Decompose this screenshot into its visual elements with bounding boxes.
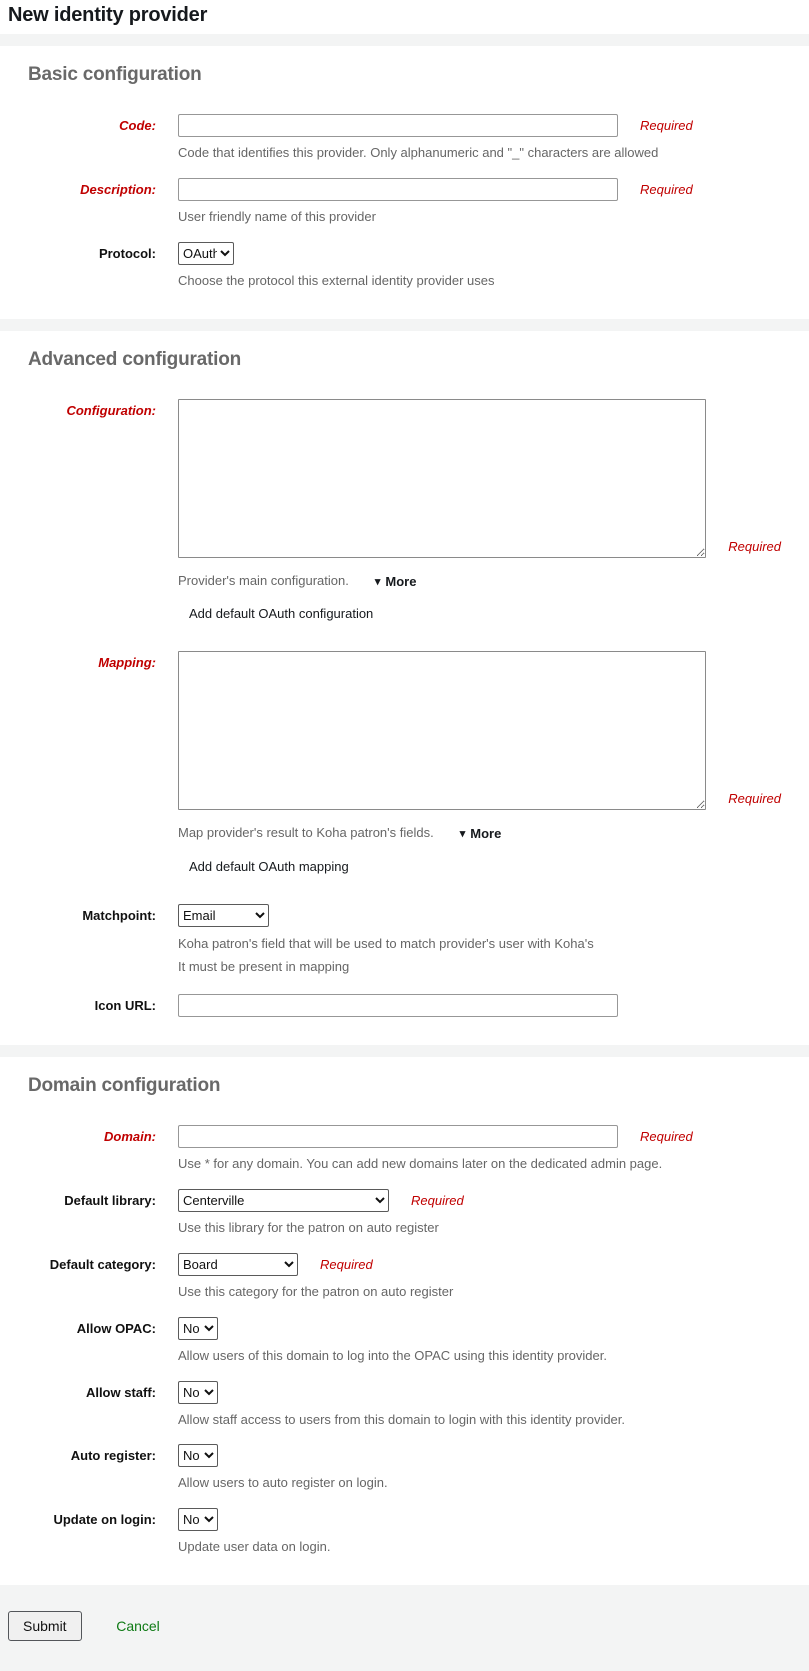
allow-opac-field — [178, 1317, 781, 1366]
matchpoint-row — [28, 904, 781, 976]
code-input[interactable] — [178, 114, 618, 137]
advanced-configuration-legend: Advanced configuration — [28, 348, 242, 370]
cancel-link[interactable]: Cancel — [116, 1618, 160, 1635]
allow-staff-select[interactable] — [178, 1381, 218, 1404]
default-library-select[interactable] — [178, 1189, 389, 1212]
configuration-more-link[interactable] — [375, 574, 417, 589]
matchpoint-select[interactable] — [178, 904, 269, 927]
allow-staff-row — [28, 1381, 781, 1430]
matchpoint-field — [178, 904, 781, 976]
default-library-row — [28, 1189, 781, 1238]
submit-button[interactable]: Submit — [8, 1611, 82, 1641]
protocol-label: Protocol: — [98, 245, 156, 261]
default-library-field — [178, 1189, 781, 1238]
default-library-label: Default library: — [64, 1193, 156, 1209]
section-advanced-configuration — [0, 331, 809, 1046]
auto-register-row — [28, 1444, 781, 1493]
mapping-more-link[interactable] — [460, 826, 502, 841]
allow-opac-select[interactable] — [178, 1317, 218, 1340]
configuration-required-note: Required — [728, 538, 781, 554]
domain-input[interactable] — [178, 1125, 618, 1148]
configuration-more-label: More — [385, 573, 417, 589]
protocol-hint: Choose the protocol this external identity provider uses — [178, 272, 495, 288]
auto-register-select[interactable] — [178, 1444, 218, 1467]
caret-down-icon: ▾ — [374, 575, 381, 588]
allow-opac-hint: Allow users of this domain to log into the OPAC using this identity provider. — [178, 1347, 607, 1363]
description-hint: User friendly name of this provider — [178, 208, 376, 224]
update-on-login-select[interactable] — [178, 1508, 218, 1531]
mapping-required-note: Required — [728, 791, 781, 807]
default-category-field — [178, 1253, 781, 1302]
configuration-field — [178, 399, 781, 630]
protocol-row — [28, 242, 781, 291]
description-required-note: Required — [640, 181, 693, 197]
icon-url-label: Icon URL: — [94, 998, 156, 1014]
icon-url-field — [178, 994, 781, 1017]
default-library-required-note: Required — [411, 1193, 464, 1209]
add-default-oauth-configuration-button[interactable]: Add default OAuth configuration — [189, 606, 374, 622]
form-actions — [0, 1597, 809, 1671]
default-category-required-note: Required — [320, 1256, 373, 1272]
mapping-hint: Map provider's result to Koha patron's fields. — [178, 825, 434, 841]
default-library-hint: Use this library for the patron on auto register — [178, 1220, 439, 1236]
section-domain-configuration — [0, 1057, 809, 1585]
domain-field — [178, 1125, 781, 1174]
default-category-hint: Use this category for the patron on auto register — [178, 1283, 454, 1299]
update-on-login-field — [178, 1508, 781, 1557]
auto-register-field — [178, 1444, 781, 1493]
domain-required-note: Required — [640, 1129, 693, 1145]
domain-row — [28, 1125, 781, 1174]
domain-hint: Use * for any domain. You can add new domains later on the dedicated admin page. — [178, 1156, 663, 1172]
update-on-login-hint: Update user data on login. — [178, 1539, 331, 1555]
configuration-hint: Provider's main configuration. — [178, 572, 349, 588]
allow-staff-label: Allow staff: — [85, 1384, 156, 1400]
page-header — [0, 0, 809, 34]
caret-down-icon: ▾ — [459, 828, 466, 841]
code-row — [28, 114, 781, 163]
mapping-textarea[interactable] — [178, 651, 706, 810]
allow-staff-hint: Allow staff access to users from this domain to login with this identity provider. — [178, 1411, 626, 1427]
domain-label: Domain: — [104, 1129, 156, 1145]
update-on-login-row — [28, 1508, 781, 1557]
mapping-label: Mapping: — [98, 655, 156, 671]
matchpoint-hint-2: It must be present in mapping — [178, 958, 350, 974]
add-default-oauth-mapping-button[interactable]: Add default OAuth mapping — [189, 859, 349, 875]
protocol-select[interactable] — [178, 242, 234, 265]
page-title: New identity provider — [8, 4, 208, 26]
section-basic-configuration — [0, 46, 809, 319]
domain-configuration-legend: Domain configuration — [28, 1075, 221, 1097]
code-required-note: Required — [640, 118, 693, 133]
description-field — [178, 178, 781, 227]
configuration-textarea[interactable] — [178, 399, 706, 558]
allow-staff-field — [178, 1381, 781, 1430]
protocol-field — [178, 242, 781, 291]
default-category-select[interactable] — [178, 1253, 298, 1276]
basic-configuration-legend: Basic configuration — [28, 64, 202, 85]
code-hint: Code that identifies this provider. Only alphanumeric and "_" characters are allowed — [178, 145, 659, 160]
configuration-label: Configuration: — [66, 402, 156, 418]
description-label: Description: — [80, 181, 156, 197]
mapping-more-label: More — [470, 826, 502, 842]
description-input[interactable] — [178, 178, 618, 201]
allow-opac-label: Allow OPAC: — [76, 1320, 156, 1336]
icon-url-row — [28, 994, 781, 1017]
code-label: Code: — [119, 118, 156, 133]
default-category-label: Default category: — [49, 1256, 156, 1272]
description-row — [28, 178, 781, 227]
auto-register-hint: Allow users to auto register on login. — [178, 1475, 388, 1491]
allow-opac-row — [28, 1317, 781, 1366]
auto-register-label: Auto register: — [70, 1448, 156, 1464]
matchpoint-label: Matchpoint: — [82, 908, 156, 924]
icon-url-input[interactable] — [178, 994, 618, 1017]
configuration-row — [28, 399, 781, 630]
default-category-row — [28, 1253, 781, 1302]
mapping-row — [28, 651, 781, 882]
matchpoint-hint-1: Koha patron's field that will be used to match provider's user with Koha's — [178, 936, 594, 952]
mapping-field — [178, 651, 781, 882]
update-on-login-label: Update on login: — [53, 1512, 156, 1528]
code-field — [178, 114, 781, 163]
